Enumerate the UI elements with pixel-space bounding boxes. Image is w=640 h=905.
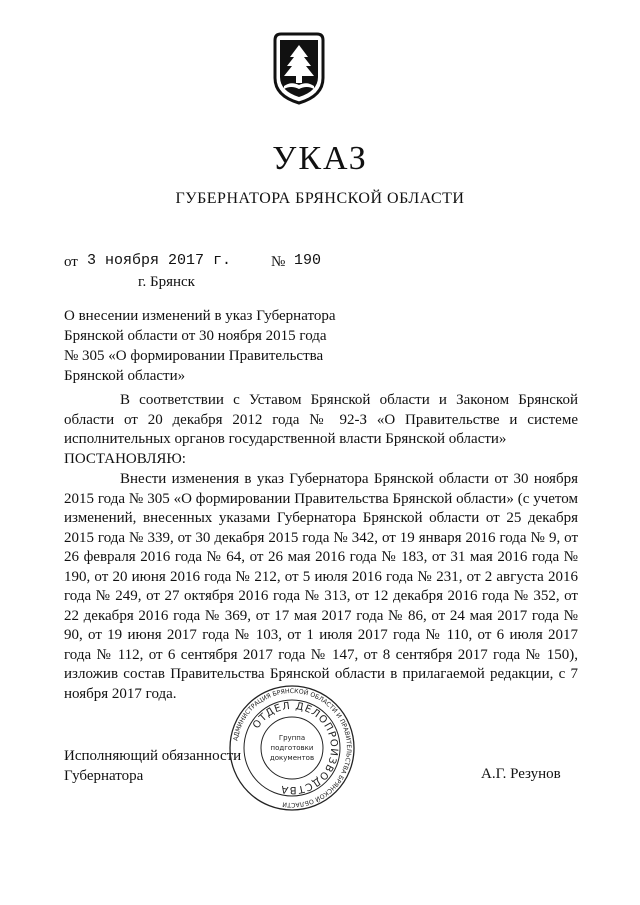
subject-line: Брянской области от 30 ноября 2015 года: [64, 328, 327, 344]
stamp-center-line: подготовки: [270, 744, 314, 752]
stamp-outer-text: АДМИНИСТРАЦИЯ БРЯНСКОЙ ОБЛАСТИ И ПРАВИТЕЛЬСТВА БРЯНСКОЙ ОБЛАСТИ: [232, 687, 353, 809]
signer-position-line: Губернатора: [64, 768, 144, 784]
signer-position-line: Исполняющий обязанности: [64, 748, 242, 764]
signer-name: А.Г. Резунов: [481, 766, 561, 782]
preamble-block: [64, 391, 578, 469]
subject-line: № 305 «О формировании Правительства: [64, 348, 324, 364]
office-stamp: [228, 684, 356, 812]
operative-paragraph: Внести изменения в указ Губернатора Брянской области от 30 ноября 2015 года № 305 «О формировании Правительства Брянской области» (с учетом изменений, внесенных указами Губернатора Брянской области от 25 декабря 2015 года № 339, от 30 декабря 2015 года № 342, от 19 января 2016 года № 9, от 26 февраля 2016 года № 64, от 26 мая 2016 года № 183, от 31 мая 2016 года № 190, от 20 июня 2016 года № 212, от 5 июля 2016 года № 231, от 2 августа 2016 года № 249, от 27 октября 2016 года № 313, от 12 декабря 2016 года № 352, от 22 декабря 2016 года № 369, от 17 мая 2017 года № 86, от 24 мая 2017 года № 90, от 19 июня 2017 года № 103, от 1 июля 2017 года № 110, от 6 июля 2017 года № 112, от 6 сентября 2017 года № 147, от 8 сентября 2017 года № 150), изложив состав Правительства Брянской области в прилагаемой редакции, с 7 ноября 2017 года.: [64, 471, 578, 702]
document-title: УКАЗ: [272, 140, 368, 177]
coat-of-arms-emblem: [271, 30, 327, 106]
stamp-center-line: Группа: [278, 734, 306, 742]
preamble-paragraph: В соответствии с Уставом Брянской области и Законом Брянской области от 20 декабря 2012 года № 92-З «О Правительстве и системе исполнительных органов государственной власти Брянской области»: [64, 392, 578, 447]
decree-city: г. Брянск: [138, 274, 195, 290]
decree-keyword: ПОСТАНОВЛЯЮ:: [64, 450, 186, 467]
stamp-ring-text: ОТДЕЛ ДЕЛОПРОИЗВОДСТВА: [251, 700, 340, 796]
document-subtitle: ГУБЕРНАТОРА БРЯНСКОЙ ОБЛАСТИ: [175, 190, 465, 207]
decree-subject: [64, 306, 354, 386]
signer-position: [64, 746, 241, 786]
stamp-center-line: документов: [269, 754, 315, 762]
subject-line: О внесении изменений в указ Губернатора: [64, 308, 336, 324]
decree-number: 190: [294, 252, 322, 269]
decree-date: 3 ноября 2017 г.: [87, 252, 232, 269]
subject-line: Брянской области»: [64, 368, 186, 384]
number-prefix: №: [271, 254, 286, 270]
date-prefix: от: [64, 254, 78, 270]
